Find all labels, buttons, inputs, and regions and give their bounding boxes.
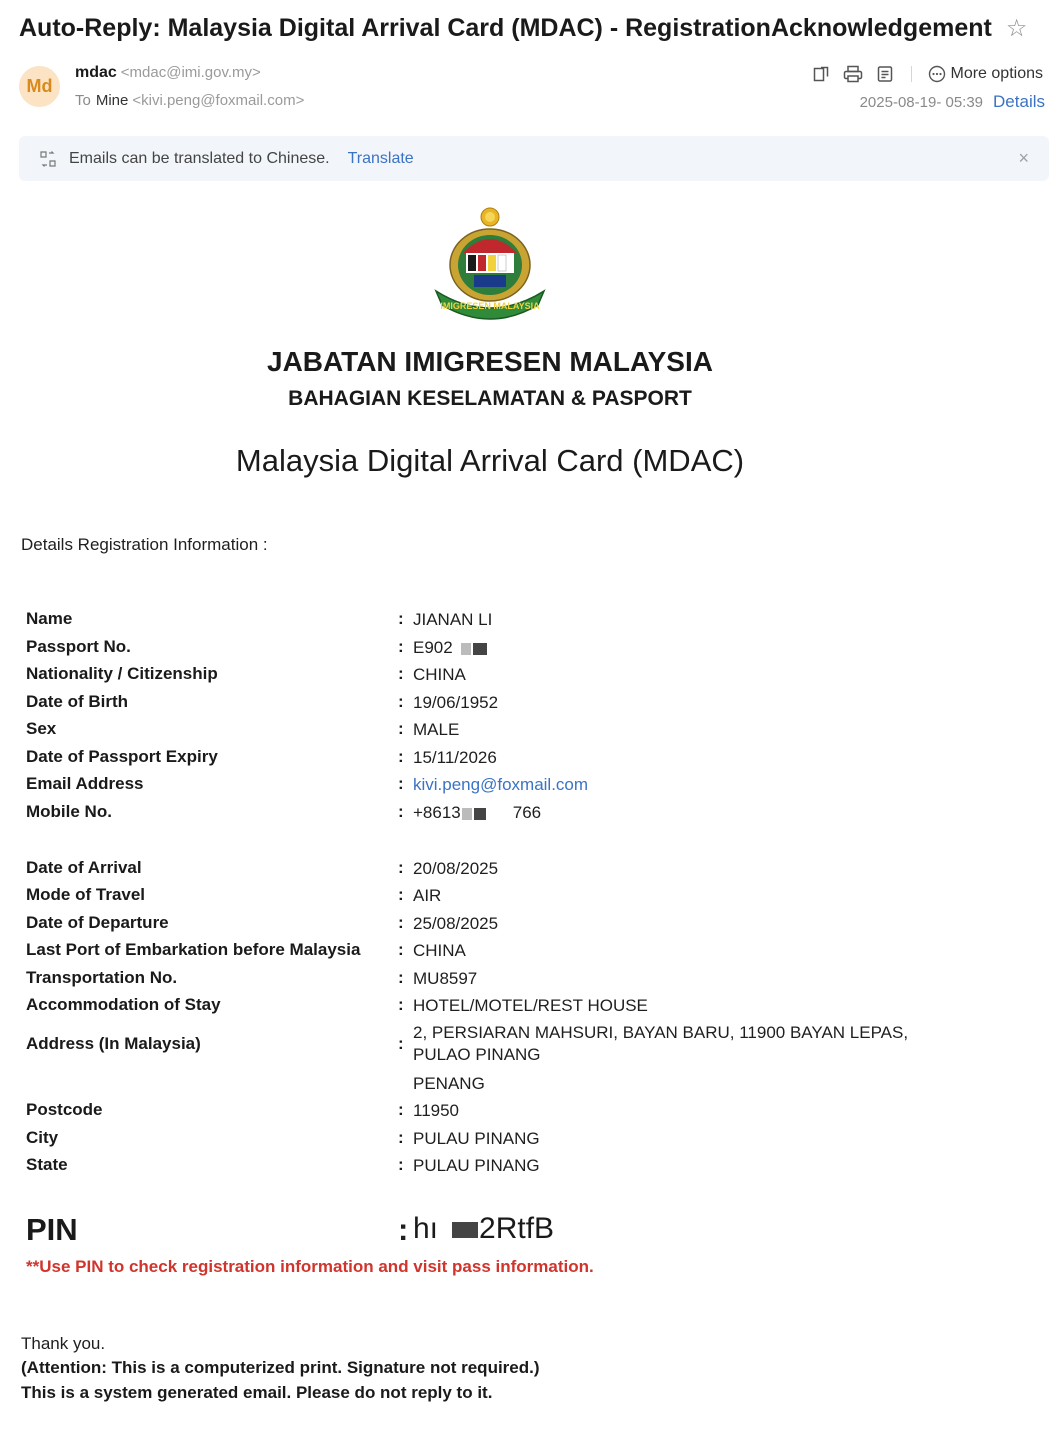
more-options-button[interactable] <box>928 65 1044 83</box>
pin-value <box>413 1212 554 1246</box>
field-label: Name <box>26 609 73 628</box>
mobile-visible-prefix: +8613 <box>413 803 461 822</box>
close-icon[interactable]: × <box>1018 148 1029 168</box>
field-colon: : <box>398 913 404 932</box>
field-value: MU8597 <box>413 969 478 988</box>
field-value: 19/06/1952 <box>413 693 499 712</box>
more-options-icon <box>928 65 946 83</box>
field-label: City <box>26 1128 59 1147</box>
field-value: CHINA <box>413 941 466 960</box>
field-colon: : <box>398 637 404 656</box>
field-colon: : <box>398 968 404 987</box>
field-colon: : <box>398 664 404 683</box>
immigration-crest-logo <box>430 203 550 323</box>
field-label: Mobile No. <box>26 802 112 821</box>
field-label: Sex <box>26 719 57 738</box>
field-label: Date of Arrival <box>26 858 142 877</box>
field-colon: : <box>398 885 404 904</box>
attention-note: (Attention: This is a computerized print. Signature not required.) <box>21 1358 540 1377</box>
field-value: 2, PERSIARAN MAHSURI, BAYAN BARU, 11900 BAYAN LEPAS, PULAO PINANG <box>413 1023 909 1064</box>
pin-visible-suffix: 2RtfB <box>479 1212 555 1245</box>
sender-avatar[interactable]: Md <box>19 66 60 107</box>
note-icon[interactable] <box>875 64 895 84</box>
field-colon: : <box>398 719 404 738</box>
email-date: 2025-08-19- 05:39 <box>859 94 984 111</box>
redaction-mark <box>473 643 487 655</box>
field-value: 25/08/2025 <box>413 914 499 933</box>
recipient-name[interactable]: Mine <box>95 92 129 109</box>
details-link[interactable]: Details <box>993 92 1045 111</box>
pin-icon[interactable] <box>811 64 831 84</box>
field-value: PULAU PINANG <box>413 1129 540 1148</box>
email-toolbar <box>811 64 1044 84</box>
field-label: Date of Birth <box>26 692 128 711</box>
field-value: PENANG <box>413 1074 485 1093</box>
passport-visible-part: E902 <box>413 638 453 657</box>
document-title: Malaysia Digital Arrival Card (MDAC) <box>235 443 745 478</box>
pin-colon: : <box>398 1212 409 1247</box>
pin-label: PIN <box>26 1212 78 1247</box>
field-value: 20/08/2025 <box>413 859 499 878</box>
translate-bar <box>19 136 1049 181</box>
field-colon: : <box>398 940 404 959</box>
redaction-mark <box>461 643 471 655</box>
field-label: State <box>26 1155 68 1174</box>
redaction-mark <box>474 808 486 820</box>
star-icon[interactable]: ☆ <box>1005 15 1028 42</box>
field-colon: : <box>398 692 404 711</box>
sender-line <box>75 64 261 82</box>
agency-name: JABATAN IMIGRESEN MALAYSIA <box>267 346 713 377</box>
redaction-mark <box>452 1222 478 1238</box>
mobile-visible-suffix: 766 <box>512 803 542 822</box>
field-value <box>413 774 973 796</box>
field-value <box>413 802 973 824</box>
field-label: Passport No. <box>26 637 131 656</box>
field-label: Date of Departure <box>26 913 169 932</box>
field-value: MALE <box>413 720 460 739</box>
pin-note: **Use PIN to check registration information and visit pass information. <box>26 1257 594 1276</box>
field-colon: : <box>398 774 404 793</box>
field-colon: : <box>398 747 404 766</box>
crest-ribbon-text: IMIGRESEN MALAYSIA <box>440 301 540 311</box>
field-value: 15/11/2026 <box>413 748 497 767</box>
subject-text: Auto-Reply: Malaysia Digital Arrival Card (MDAC) - RegistrationAcknowledgement <box>19 14 992 42</box>
field-value: PULAU PINANG <box>413 1156 540 1175</box>
field-label: Date of Passport Expiry <box>26 747 218 766</box>
translate-icon <box>39 150 57 168</box>
field-label: Last Port of Embarkation before Malaysia <box>26 940 361 959</box>
division-name: BAHAGIAN KESELAMATAN & PASPORT <box>288 387 692 410</box>
field-value <box>413 637 973 659</box>
field-colon: : <box>398 1128 404 1147</box>
field-label: Nationality / Citizenship <box>26 664 218 683</box>
sender-name[interactable]: mdac <box>75 64 117 81</box>
redaction-mark <box>462 808 472 820</box>
sender-address: <mdac@imi.gov.my> <box>120 64 261 81</box>
email-subject <box>19 14 1028 43</box>
to-label: To <box>75 92 91 109</box>
field-label: Transportation No. <box>26 968 178 987</box>
intro-text: Details Registration Information : <box>21 535 268 554</box>
field-colon: : <box>398 609 404 628</box>
translate-button[interactable]: Translate <box>347 149 414 167</box>
field-label: Mode of Travel <box>26 885 146 904</box>
field-colon: : <box>398 1100 404 1119</box>
field-value: AIR <box>413 886 442 905</box>
date-line <box>860 92 1045 112</box>
field-value: 11950 <box>413 1101 460 1120</box>
field-colon: : <box>398 858 404 877</box>
system-note: This is a system generated email. Please do not reply to it. <box>21 1383 493 1402</box>
field-value: HOTEL/MOTEL/REST HOUSE <box>413 996 648 1015</box>
print-icon[interactable] <box>843 64 863 84</box>
field-colon: : <box>398 1155 404 1174</box>
more-options-label: More options <box>950 65 1043 82</box>
field-label: Accommodation of Stay <box>26 995 221 1014</box>
field-label: Email Address <box>26 774 144 793</box>
recipient-line <box>75 92 304 109</box>
toolbar-divider <box>911 66 912 82</box>
field-value: JIANAN LI <box>413 610 493 629</box>
pin-visible-prefix: hı <box>413 1212 439 1245</box>
field-label: Address (In Malaysia) <box>26 1034 201 1053</box>
field-colon: : <box>398 1034 404 1053</box>
field-value: CHINA <box>413 665 466 684</box>
email-address-link[interactable]: kivi.peng@foxmail.com <box>413 775 589 794</box>
recipient-address: <kivi.peng@foxmail.com> <box>132 92 305 109</box>
translate-message: Emails can be translated to Chinese. <box>69 149 330 167</box>
field-colon: : <box>398 802 404 821</box>
field-label: Postcode <box>26 1100 103 1119</box>
field-colon: : <box>398 995 404 1014</box>
thanks-text: Thank you. <box>21 1334 106 1353</box>
